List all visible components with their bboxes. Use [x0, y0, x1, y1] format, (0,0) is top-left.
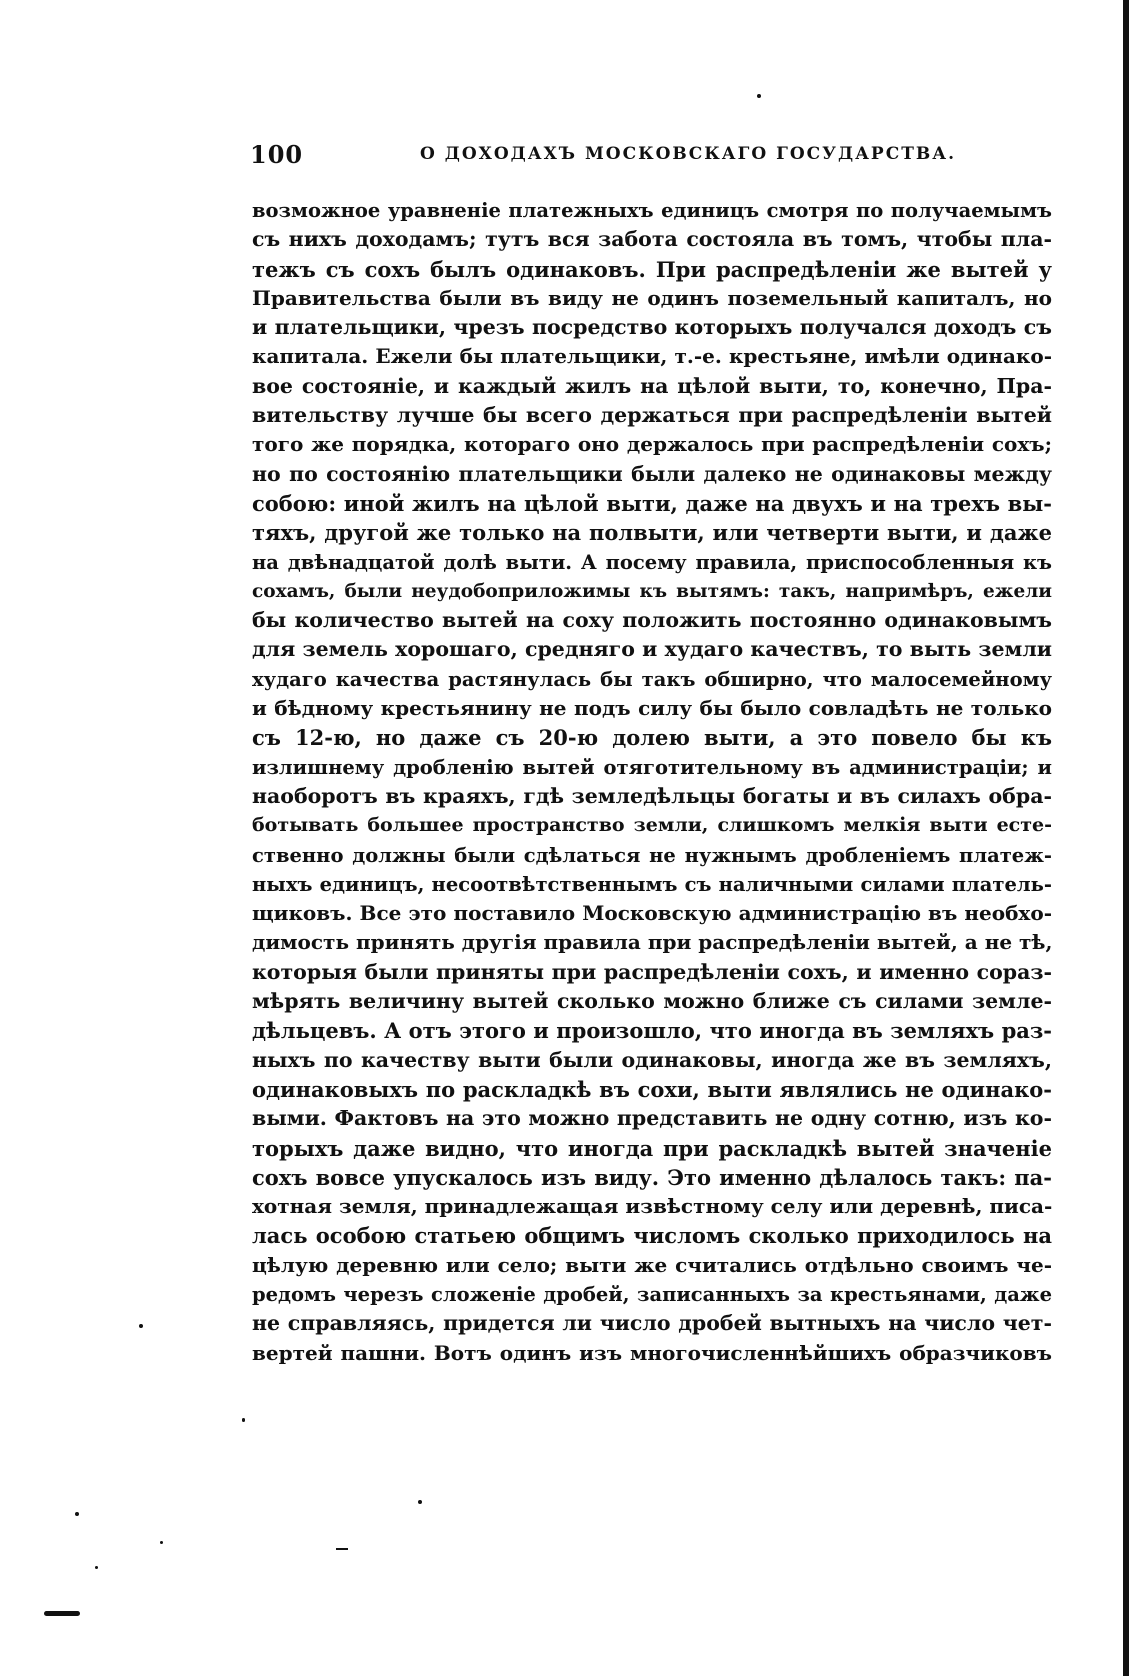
text-line: лась особою статьею общимъ числомъ сколько приходилось на	[252, 1223, 1052, 1249]
text-line: капитала. Ежели бы плательщики, т.-е. крестьяне, имѣли одинако-	[252, 344, 1052, 369]
scan-speck	[418, 1500, 422, 1504]
text-line: возможное уравненіе платежныхъ единицъ смотря по получаемымъ	[252, 199, 1052, 222]
text-line: мѣрять величину вытей сколько можно ближе съ силами земле-	[252, 989, 1052, 1014]
text-line: выми. Фактовъ на это можно представить не одну сотню, изъ ко-	[252, 1106, 1052, 1131]
text-line: Правительства были въ виду не одинъ поземельный капиталъ, но	[252, 285, 1052, 310]
text-line: того же порядка, котораго оно держалось при распредѣленіи сохъ;	[252, 432, 1052, 457]
text-line: тежъ съ сохъ былъ одинаковъ. При распредѣленіи же вытей у	[252, 256, 1052, 282]
scan-speck	[139, 1324, 143, 1328]
scan-speck	[336, 1548, 348, 1550]
text-line: цѣлую деревню или село; выти же считались отдѣльно своимъ че-	[252, 1252, 1052, 1277]
text-line: собою: иной жилъ на цѣлой выти, даже на двухъ и на трехъ вы-	[252, 490, 1052, 516]
body-text	[252, 196, 1052, 1368]
scan-speck	[75, 1512, 79, 1516]
text-line: редомъ черезъ сложеніе дробей, записанныхъ за крестьянами, даже	[252, 1282, 1052, 1306]
page-header	[250, 140, 1050, 174]
text-line: тяхъ, другой же только на полвыти, или четверти выти, и даже	[252, 520, 1052, 546]
text-line: сохъ вовсе упускалось изъ виду. Это именно дѣлалось такъ: па-	[252, 1164, 1052, 1190]
text-line: и плательщики, чрезъ посредство которыхъ получался доходъ съ	[252, 315, 1052, 340]
text-line: которыя были приняты при распредѣленіи сохъ, и именно сораз-	[252, 959, 1052, 984]
scan-speck	[44, 1611, 80, 1616]
text-line: ственно должны были сдѣлаться не нужнымъ дробленіемъ платеж-	[252, 843, 1052, 867]
text-line: сохамъ, были неудобоприложимы къ вытямъ: такъ, напримѣръ, ежели	[252, 580, 1052, 602]
text-line: для земель хорошаго, средняго и худаго качествъ, то выть земли	[252, 637, 1052, 662]
text-line: димость принять другія правила при распредѣленіи вытей, а не тѣ,	[252, 930, 1053, 955]
scan-speck	[160, 1541, 163, 1544]
text-line: худаго качества растянулась бы такъ обширно, что малосемейному	[252, 667, 1052, 691]
text-line: съ 12-ю, но даже съ 20-ю долею выти, а это повело бы къ	[252, 725, 1052, 751]
text-line: щиковъ. Все это поставило Московскую администрацію въ необхо-	[252, 901, 1052, 926]
text-line: не справляясь, придется ли число дробей вытныхъ на число чет-	[252, 1311, 1052, 1336]
text-line: съ нихъ доходамъ; тутъ вся забота состояла въ томъ, чтобы пла-	[252, 227, 1052, 252]
text-line: и бѣдному крестьянину не подъ силу бы было совладѣть не только	[252, 696, 1052, 721]
text-line: вое состояніе, и каждый жилъ на цѣлой выти, то, конечно, Пра-	[252, 373, 1052, 398]
text-line: бы количество вытей на соху положить постоянно одинаковымъ	[252, 608, 1052, 633]
text-line: ныхъ единицъ, несоотвѣтственнымъ съ наличными силами платель-	[252, 872, 1052, 896]
text-line: хотная земля, принадлежащая извѣстному селу или деревнѣ, писа-	[252, 1194, 1053, 1219]
text-line: одинаковыхъ по раскладкѣ въ сохи, выти являлись не одинако-	[252, 1076, 1052, 1102]
text-line: вительству лучше бы всего держаться при распредѣленіи вытей	[252, 403, 1052, 428]
scan-speck	[242, 1418, 245, 1422]
scan-speck	[757, 94, 761, 98]
text-line: на двѣнадцатой долѣ выти. А посему правила, приспособленныя къ	[252, 550, 1052, 574]
page-edge-border	[1123, 0, 1129, 1676]
text-line: излишнему дробленію вытей отяготительному въ администраціи; и	[252, 755, 1052, 779]
text-line: ботывать большее пространство земли, слишкомъ мелкія выти есте-	[252, 814, 1052, 837]
text-line: вертей пашни. Вотъ одинъ изъ многочисленнѣйшихъ образчиковъ	[252, 1340, 1052, 1365]
text-line: торыхъ даже видно, что иногда при раскладкѣ вытей значеніе	[252, 1135, 1052, 1161]
scan-speck	[95, 1566, 98, 1569]
running-title: О ДОХОДАХЪ МОСКОВСКАГО ГОСУДАРСТВА.	[420, 144, 957, 164]
page-number: 100	[250, 140, 304, 169]
text-line: но по состоянію плательщики были далеко не одинаковы между	[252, 461, 1052, 486]
text-line: ныхъ по качеству выти были одинаковы, иногда же въ земляхъ,	[252, 1047, 1052, 1072]
text-line: дѣльцевъ. А отъ этого и произошло, что иногда въ земляхъ раз-	[252, 1018, 1052, 1044]
text-line: наоборотъ въ краяхъ, гдѣ земледѣльцы богаты и въ силахъ обра-	[252, 783, 1052, 808]
